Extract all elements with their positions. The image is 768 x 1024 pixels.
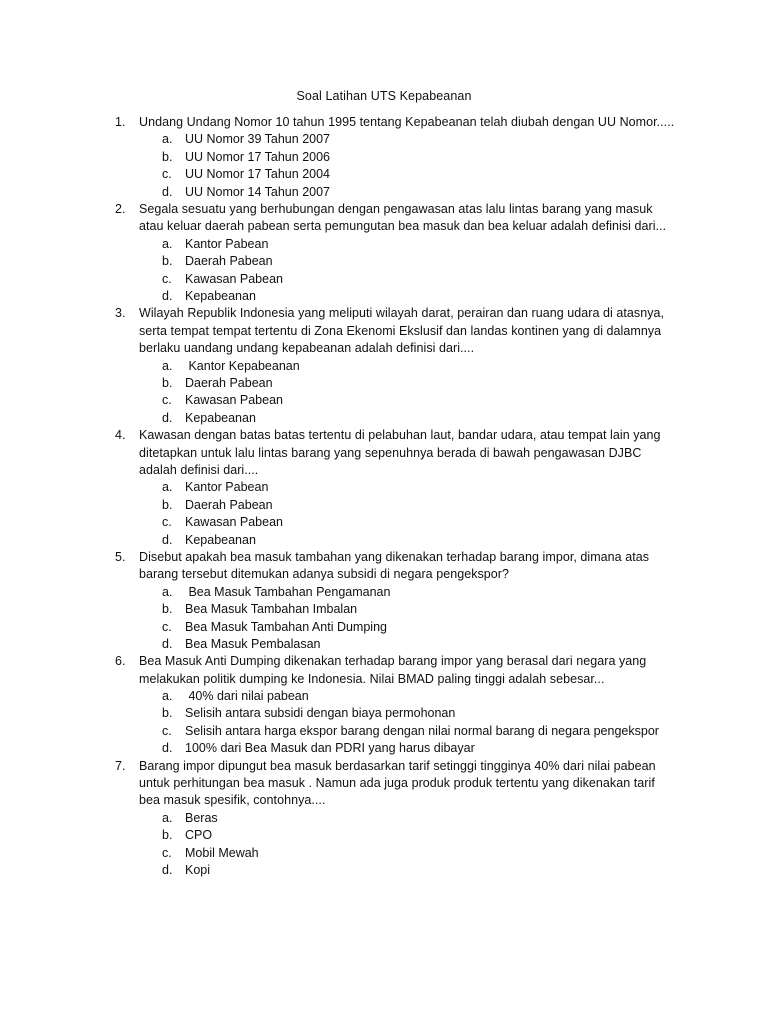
answer-option	[0, 740, 768, 757]
option-letter: b.	[162, 254, 173, 269]
option-letter: b.	[162, 602, 173, 617]
answer-option	[0, 532, 768, 549]
question-list	[0, 114, 768, 879]
answer-option	[0, 601, 768, 618]
question-number: 1.	[115, 115, 126, 129]
question-text: Disebut apakah bea masuk tambahan yang dikenakan terhadap barang impor, dimana atas barang tersebut ditemukan adanya subsidi di negara pengekspor?	[139, 549, 650, 582]
answer-option	[0, 688, 768, 705]
answer-option	[0, 392, 768, 409]
option-text: Bea Masuk Tambahan Imbalan	[185, 602, 358, 617]
question-number: 2.	[115, 201, 126, 216]
answer-options	[0, 236, 768, 306]
option-text: Bea Masuk Pembalasan	[185, 636, 321, 651]
option-text: Kepabeanan	[185, 532, 256, 547]
option-text: Mobil Mewah	[185, 845, 259, 860]
question-text: Kawasan dengan batas batas tertentu di pelabuhan laut, bandar udara, atau tempat lain yang ditetapkan untuk lalu lintas barang yang sepenuhnya berada di bawah pengawasan DJBC adalah definisi dari....	[139, 428, 661, 477]
option-text: Kantor Pabean	[185, 480, 269, 495]
option-text: 40% dari nilai pabean	[185, 689, 309, 704]
answer-option	[0, 514, 768, 531]
answer-option	[0, 271, 768, 288]
option-text: Daerah Pabean	[185, 497, 273, 512]
question-text: Bea Masuk Anti Dumping dikenakan terhadap barang impor yang berasal dari negara yang melakukan politik dumping ke Indonesia. Nilai BMAD paling tinggi adalah sebesar...	[139, 654, 647, 686]
option-letter: c.	[162, 619, 172, 634]
answer-option	[0, 845, 768, 862]
option-letter: d.	[162, 863, 173, 878]
option-letter: b.	[162, 149, 173, 164]
option-letter: b.	[162, 497, 173, 512]
option-letter: d.	[162, 636, 173, 651]
answer-option	[0, 288, 768, 305]
answer-option	[0, 636, 768, 653]
option-letter: d.	[162, 741, 173, 756]
option-letter: c.	[162, 723, 172, 738]
question-number: 6.	[115, 654, 126, 669]
option-letter: b.	[162, 375, 173, 390]
option-letter: d.	[162, 184, 173, 199]
option-letter: d.	[162, 288, 173, 303]
answer-option	[0, 131, 768, 148]
answer-option	[0, 705, 768, 722]
question-text: Barang impor dipungut bea masuk berdasarkan tarif setinggi tingginya 40% dari nilai pabean untuk perhitungan bea masuk . Namun ada juga produk produk tertentu yang dikenakan tarif bea masuk spesifik, contohnya....	[139, 758, 656, 808]
option-letter: d.	[162, 532, 173, 547]
option-letter: c.	[162, 845, 172, 860]
option-text: Kepabeanan	[185, 410, 256, 425]
question-text: Wilayah Republik Indonesia yang meliputi wilayah darat, perairan dan ruang udara di atasnya, serta tempat tempat tertentu di Zona Ekenomi Ekslusif dan landas kontinen yang di dalamnya berlaku uandang undang kepabeanan adalah definisi dari....	[139, 306, 665, 356]
question-item	[0, 549, 768, 653]
question-text: Segala sesuatu yang berhubungan dengan pengawasan atas lalu lintas barang yang masuk atau keluar daerah pabean serta pemungutan bea masuk dan bea keluar adalah definisi dari...	[139, 201, 667, 234]
answer-option	[0, 375, 768, 392]
answer-option	[0, 584, 768, 601]
option-letter: c.	[162, 515, 172, 530]
option-text: Kepabeanan	[185, 288, 256, 303]
answer-option	[0, 723, 768, 740]
option-text: Kopi	[185, 863, 211, 878]
option-text: UU Nomor 17 Tahun 2006	[185, 149, 330, 164]
answer-options	[0, 131, 768, 201]
answer-option	[0, 479, 768, 496]
option-text: Kantor Pabean	[185, 236, 269, 251]
option-text: UU Nomor 17 Tahun 2004	[185, 167, 330, 182]
option-letter: a.	[162, 236, 173, 251]
answer-options	[0, 688, 768, 758]
option-letter: b.	[162, 828, 173, 843]
option-letter: c.	[162, 393, 172, 408]
answer-option	[0, 236, 768, 253]
option-text: Selisih antara subsidi dengan biaya permohonan	[185, 706, 456, 721]
answer-option	[0, 184, 768, 201]
answer-option	[0, 810, 768, 827]
option-text: Kawasan Pabean	[185, 515, 283, 530]
question-item	[0, 114, 768, 201]
question-number: 3.	[115, 306, 126, 321]
option-letter: c.	[162, 167, 172, 182]
option-text: UU Nomor 14 Tahun 2007	[185, 184, 330, 199]
option-letter: b.	[162, 706, 173, 721]
option-text: Bea Masuk Tambahan Anti Dumping	[185, 619, 387, 634]
question-item	[0, 305, 768, 427]
option-letter: a.	[162, 689, 173, 704]
question-item	[0, 427, 768, 549]
option-text: CPO	[185, 828, 213, 843]
answer-options	[0, 479, 768, 549]
answer-option	[0, 166, 768, 183]
option-letter: a.	[162, 810, 173, 825]
answer-option	[0, 410, 768, 427]
option-text: Kawasan Pabean	[185, 271, 283, 286]
option-text: Selisih antara harga ekspor barang dengan nilai normal barang di negara pengekspor	[185, 723, 659, 738]
answer-option	[0, 862, 768, 879]
option-text: Daerah Pabean	[185, 375, 273, 390]
question-item	[0, 653, 768, 757]
answer-options	[0, 358, 768, 428]
option-letter: a.	[162, 480, 173, 495]
question-number: 4.	[115, 428, 126, 443]
option-text: Kantor Kepabeanan	[185, 358, 300, 373]
option-text: Kawasan Pabean	[185, 393, 283, 408]
option-letter: a.	[162, 132, 173, 147]
answer-option	[0, 253, 768, 270]
option-text: Bea Masuk Tambahan Pengamanan	[185, 584, 391, 599]
question-number: 5.	[115, 549, 126, 564]
answer-options	[0, 584, 768, 654]
answer-option	[0, 619, 768, 636]
answer-option	[0, 358, 768, 375]
option-letter: d.	[162, 410, 173, 425]
question-item	[0, 758, 768, 880]
question-text: Undang Undang Nomor 10 tahun 1995 tentang Kepabeanan telah diubah dengan UU Nomor.....	[139, 115, 675, 129]
option-text: UU Nomor 39 Tahun 2007	[185, 132, 330, 147]
option-letter: a.	[162, 584, 173, 599]
answer-option	[0, 827, 768, 844]
option-text: 100% dari Bea Masuk dan PDRI yang harus dibayar	[185, 741, 475, 756]
answer-options	[0, 810, 768, 880]
option-letter: a.	[162, 358, 173, 373]
document-title: Soal Latihan UTS Kepabeanan	[296, 89, 472, 103]
question-number: 7.	[115, 758, 126, 773]
question-item	[0, 201, 768, 305]
answer-option	[0, 149, 768, 166]
answer-option	[0, 497, 768, 514]
option-letter: c.	[162, 271, 172, 286]
option-text: Daerah Pabean	[185, 254, 273, 269]
option-text: Beras	[185, 810, 218, 825]
